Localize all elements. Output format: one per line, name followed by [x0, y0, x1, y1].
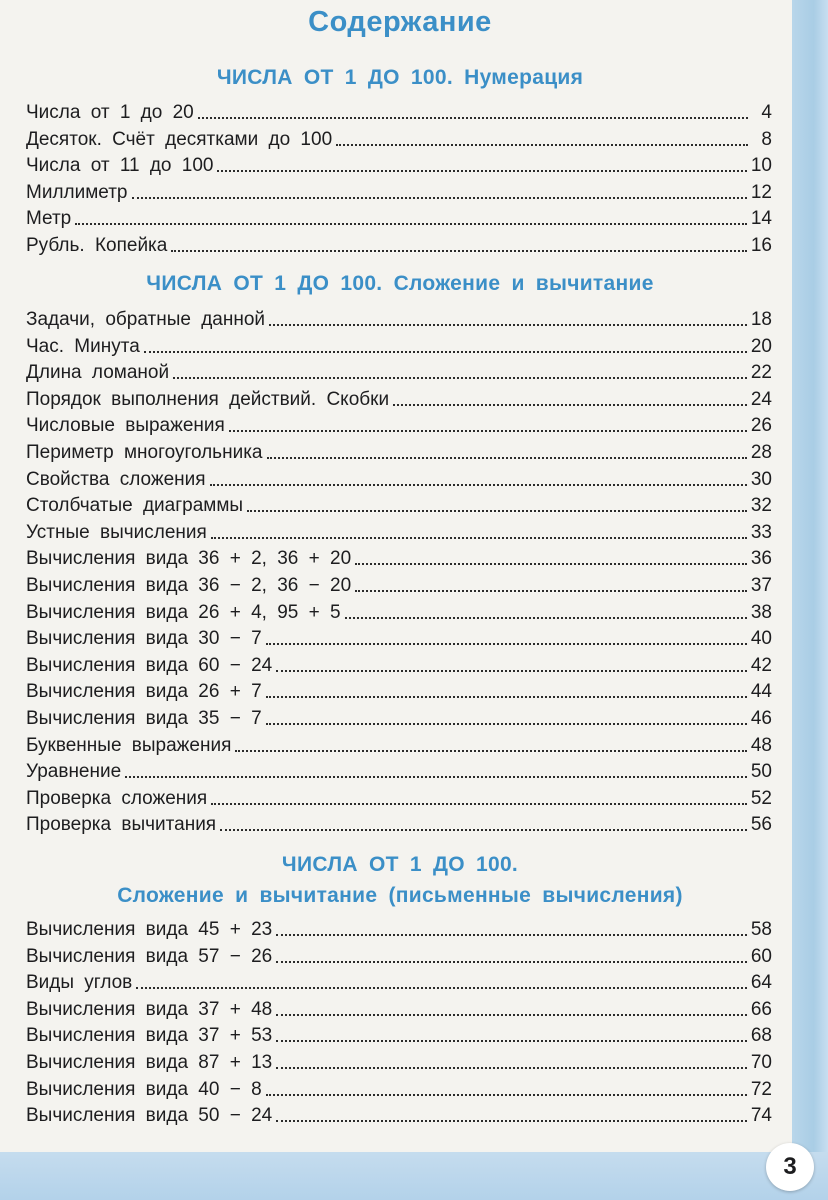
toc-entry-title: Вычисления вида 37 + 53 [26, 1025, 273, 1047]
dot-leader [235, 750, 747, 752]
toc-entry-title: Порядок выполнения действий. Скобки [26, 388, 390, 410]
toc-entry-title: Вычисления вида 40 − 8 [26, 1078, 262, 1100]
toc-entry-title: Вычисления вида 87 + 13 [26, 1052, 273, 1073]
dot-leader [276, 670, 747, 672]
toc-entry-page: 42 [750, 654, 772, 676]
section-subheading-written-calc: Сложение и вычитание (письменные вычисления) [117, 884, 683, 907]
toc-entry-title: Рубль. Копейка [26, 235, 168, 256]
toc-entry-title: Периметр многоугольника [26, 442, 263, 463]
toc-entry-page: 64 [750, 972, 772, 994]
toc-entry-page: 14 [750, 208, 772, 230]
toc-entry [26, 624, 772, 650]
toc-entry-page: 30 [750, 468, 772, 490]
dot-leader [276, 1067, 747, 1069]
toc-entry-page: 18 [750, 309, 772, 330]
dot-leader [210, 484, 747, 486]
toc-entry-page: 12 [750, 181, 772, 203]
dot-leader [136, 987, 747, 989]
toc-entry-page: 26 [750, 415, 772, 437]
toc-entry [26, 518, 772, 544]
dot-leader [220, 829, 747, 831]
toc-entry [26, 151, 772, 177]
toc-entry-title: Проверка вычитания [26, 814, 217, 836]
toc-entry [26, 125, 772, 151]
toc-entry-title: Десяток. Счёт десятками до 100 [26, 128, 333, 150]
toc-entry-title: Час. Минута [26, 335, 140, 357]
toc-entry [26, 995, 772, 1021]
toc-entry-title: Задачи, обратные данной [26, 309, 266, 330]
dot-leader [266, 1094, 747, 1096]
toc-entry-title: Вычисления вида 30 − 7 [26, 628, 262, 650]
toc-entry [26, 731, 772, 757]
dot-leader [144, 351, 747, 353]
toc-entry-title: Числа от 1 до 20 [26, 102, 194, 123]
toc-entry-title: Вычисления вида 50 − 24 [26, 1105, 273, 1127]
dot-leader [173, 377, 747, 379]
toc-entry-page: 16 [750, 235, 772, 256]
dot-leader [132, 197, 747, 199]
toc-entry [26, 810, 772, 836]
toc-entry [26, 358, 772, 384]
toc-entry-page: 32 [750, 495, 772, 517]
dot-leader [247, 510, 747, 512]
toc-entry-page: 33 [750, 521, 772, 543]
toc-entry-title: Буквенные выражения [26, 734, 232, 756]
dot-leader [355, 563, 747, 565]
toc-entry-page: 24 [750, 388, 772, 410]
toc-entry [26, 332, 772, 358]
dot-leader [266, 723, 747, 725]
toc-entry [26, 784, 772, 810]
toc-entry-title: Вычисления вида 37 + 48 [26, 998, 273, 1020]
toc-entry [26, 438, 772, 464]
toc-entry-page: 60 [750, 945, 772, 967]
toc-entry-page: 70 [750, 1052, 772, 1073]
toc-entry-title: Вычисления вида 35 − 7 [26, 708, 262, 729]
dot-leader [276, 1120, 747, 1122]
toc-entry-page: 56 [750, 814, 772, 836]
dot-leader [171, 250, 747, 252]
toc-entry-page: 8 [761, 128, 772, 150]
dot-leader [75, 223, 747, 225]
dot-leader [229, 430, 747, 432]
toc-entry [26, 385, 772, 411]
toc-entry [26, 571, 772, 597]
toc-entry-title: Уравнение [26, 761, 122, 783]
toc-entry [26, 677, 772, 703]
toc-entry [26, 491, 772, 517]
toc-entry [26, 544, 772, 570]
toc-entry-title: Вычисления вида 26 + 7 [26, 681, 262, 703]
toc-entry-title: Столбчатые диаграммы [26, 495, 244, 517]
toc-entry [26, 465, 772, 491]
dot-leader [355, 590, 747, 592]
dot-leader [393, 404, 747, 406]
toc-entry-page: 66 [750, 998, 772, 1020]
toc-entry-title: Свойства сложения [26, 468, 206, 490]
toc-entry-title: Устные вычисления [26, 521, 207, 543]
toc-entry [26, 1021, 772, 1047]
toc-entry-title: Виды углов [26, 972, 133, 994]
toc-entry [26, 1075, 772, 1101]
toc-entry [26, 942, 772, 968]
toc-entry [26, 757, 772, 783]
toc-entry [26, 204, 772, 230]
toc-entry [26, 305, 772, 331]
toc-entry [26, 704, 772, 730]
toc-entry-page: 50 [750, 761, 772, 783]
toc-entry-title: Вычисления вида 57 − 26 [26, 945, 273, 967]
dot-leader [266, 696, 747, 698]
dot-leader [345, 617, 747, 619]
toc-entry [26, 178, 772, 204]
section-heading-numeration: ЧИСЛА ОТ 1 ДО 100. Нумерация [216, 66, 584, 89]
toc-entry [26, 915, 772, 941]
toc-entry-title: Вычисления вида 45 + 23 [26, 919, 273, 940]
toc-entry-title: Вычисления вида 26 + 4, 95 + 5 [26, 601, 341, 623]
dot-leader [336, 144, 748, 146]
page-number-badge: 3 [766, 1143, 814, 1191]
section-heading-addition-subtraction: ЧИСЛА ОТ 1 ДО 100. Сложение и вычитание [146, 272, 654, 295]
toc-entry-title: Длина ломаной [26, 362, 170, 384]
toc-entry-title: Числа от 11 до 100 [26, 155, 214, 177]
toc-entry-title: Вычисления вида 60 − 24 [26, 654, 273, 676]
toc-entry-page: 38 [750, 601, 772, 623]
toc-entry-title: Метр [26, 208, 72, 230]
toc-entry-title: Вычисления вида 36 − 2, 36 − 20 [26, 575, 352, 596]
page-title: Содержание [308, 6, 492, 38]
dot-leader [276, 1040, 747, 1042]
toc-entry-page: 52 [750, 787, 772, 809]
toc-entry-page: 46 [750, 708, 772, 729]
toc-entry-page: 74 [750, 1105, 772, 1127]
toc-entry-title: Миллиметр [26, 181, 128, 203]
toc-entry [26, 598, 772, 624]
dot-leader [217, 170, 746, 172]
toc-entry [26, 411, 772, 437]
toc-entry-page: 22 [750, 362, 772, 384]
section-heading-written-calc: ЧИСЛА ОТ 1 ДО 100. [281, 853, 519, 876]
toc-entry-page: 4 [761, 102, 772, 123]
bottom-margin-strip [0, 1152, 828, 1200]
toc-entry-title: Проверка сложения [26, 787, 208, 809]
toc-entry-title: Вычисления вида 36 + 2, 36 + 20 [26, 548, 352, 570]
toc-entry-page: 20 [750, 335, 772, 357]
toc-entry-page: 40 [750, 628, 772, 650]
right-margin-strip [792, 0, 828, 1200]
toc-entry-page: 28 [750, 442, 772, 463]
toc-entry-page: 68 [750, 1025, 772, 1047]
toc-entry-page: 36 [750, 548, 772, 570]
toc-entry-page: 44 [750, 681, 772, 703]
dot-leader [211, 537, 747, 539]
dot-leader [276, 1014, 747, 1016]
toc-entry-page: 10 [750, 155, 772, 177]
toc-entry [26, 98, 772, 124]
dot-leader [276, 961, 747, 963]
toc-entry [26, 1048, 772, 1074]
toc-entry [26, 651, 772, 677]
dot-leader [211, 803, 747, 805]
toc-entry-page: 58 [750, 919, 772, 940]
toc-entry-page: 37 [750, 575, 772, 596]
dot-leader [276, 934, 747, 936]
dot-leader [269, 324, 747, 326]
toc-entry [26, 968, 772, 994]
toc-entry [26, 1101, 772, 1127]
dot-leader [267, 457, 747, 459]
toc-entry-page: 72 [750, 1078, 772, 1100]
dot-leader [266, 643, 747, 645]
dot-leader [198, 117, 748, 119]
dot-leader [125, 776, 747, 778]
toc-entry-title: Числовые выражения [26, 415, 225, 437]
toc-entry-page: 48 [750, 734, 772, 756]
toc-entry [26, 231, 772, 257]
